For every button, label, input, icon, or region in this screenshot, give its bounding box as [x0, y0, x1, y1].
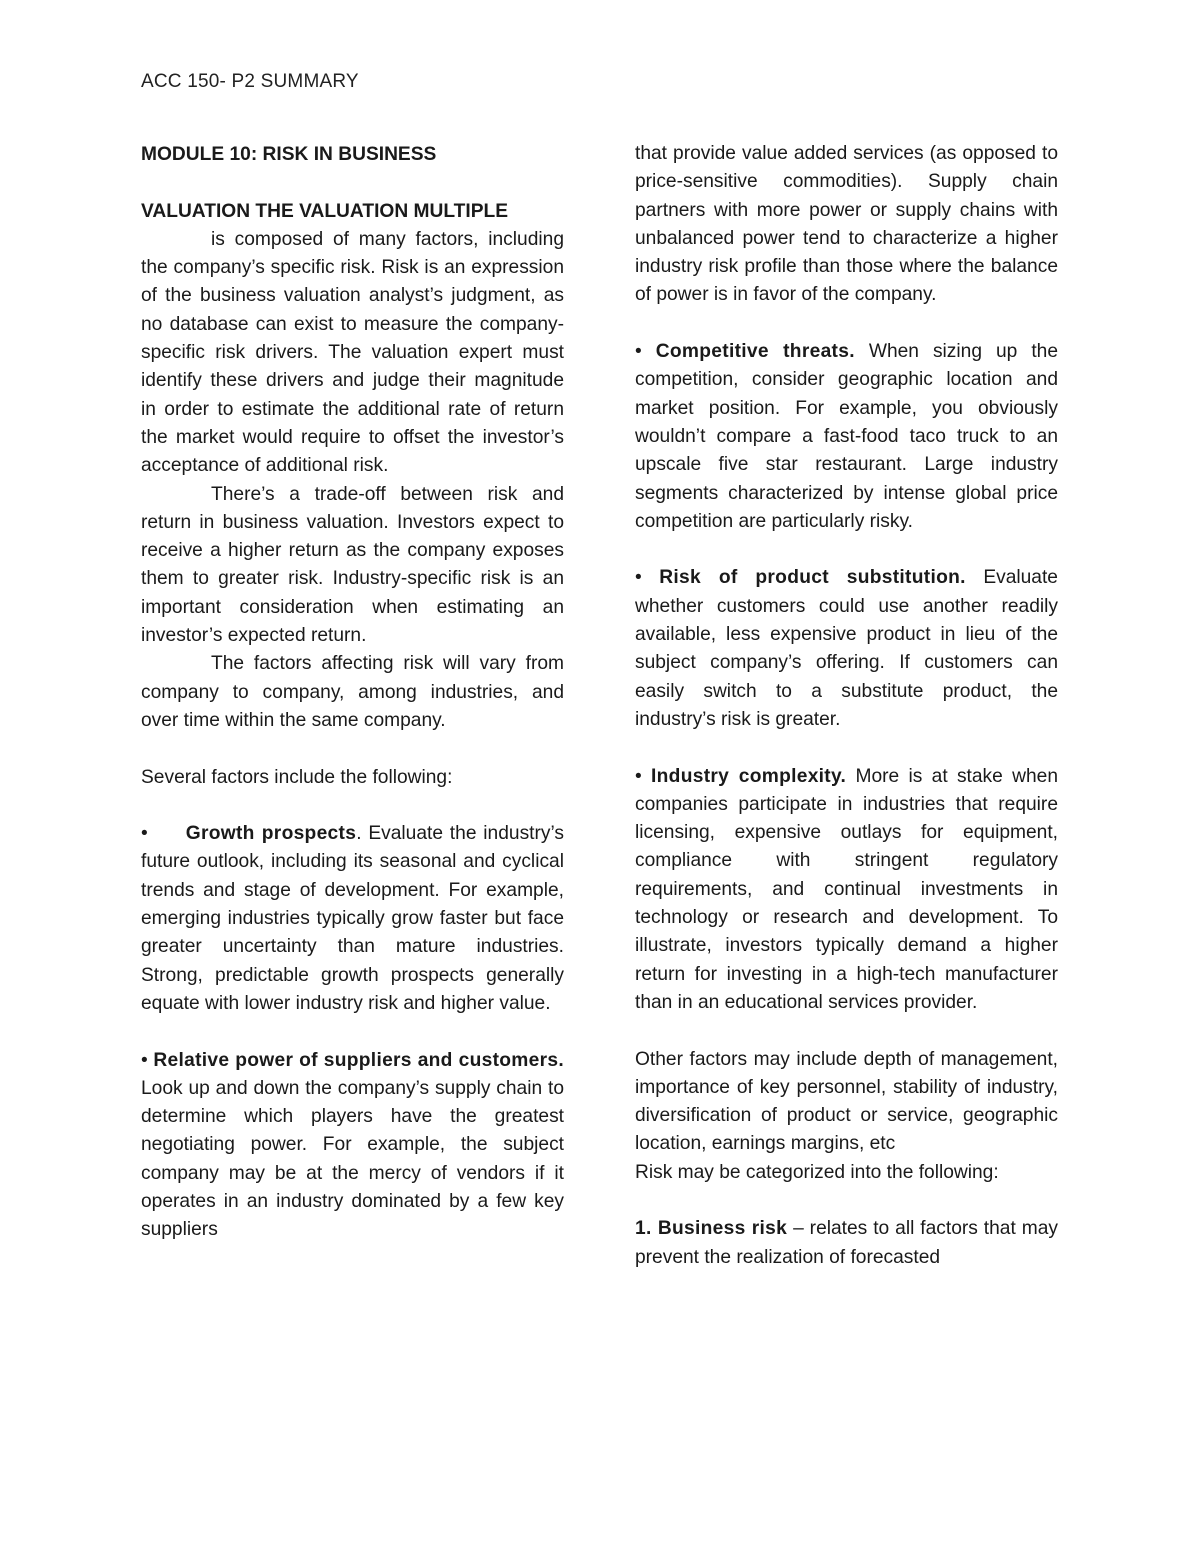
- text-product-substitution: Evaluate whether customers could use another readily available, less expensive product in lieu of the subject company’s offering. If customers can easily switch to a substitute product, the industry’s risk is greater.: [635, 567, 1058, 730]
- text-competitive-threats: When sizing up the competition, consider geographic location and market position. For example, you obviously wouldn’t compare a fast-food taco truck to an upscale five star restaurant. Large industry segments characterized by intense global price competition are particularly risky.: [635, 341, 1058, 532]
- paragraph-valuation-multiple: is composed of many factors, including the company’s specific risk. Risk is an expression of the business valuation analyst’s judgment, as no database can exist to measure the company-specific risk drivers. The valuation expert must identify these drivers and judge their magnitude in order to estimate the additional rate of return the market would require to offset the investor’s acceptance of additional risk.: [141, 228, 564, 477]
- paragraph-risk-factors-vary: The factors affecting risk will vary from company to company, among industries, and over time within the same company.: [141, 653, 564, 731]
- module-title: MODULE 10: RISK IN BUSINESS: [141, 144, 437, 165]
- paragraph-other-factors: Other factors may include depth of management, importance of key personnel, stability of industry, diversification of product or service, geographic location, earnings margins, etc: [635, 1048, 1058, 1155]
- bullet-glyph: •: [635, 765, 642, 787]
- bullet-relative-power: [141, 1047, 564, 1245]
- term-industry-complexity: Industry complexity.: [651, 765, 847, 787]
- term-product-substitution: Risk of product substitution.: [659, 567, 966, 589]
- bullet-glyph: •: [635, 341, 642, 363]
- bullet-product-substitution: [635, 564, 1058, 734]
- term-business-risk: 1. Business risk: [635, 1218, 788, 1240]
- text-growth-prospects: . Evaluate the industry’s future outlook, including its seasonal and cyclical trends and stage of development. For example, emerging industries typically grow faster but face greater uncertainty than mature industries. Strong, predictable growth prospects generally equate with lower industry risk and higher value.: [141, 823, 564, 1014]
- bullet-industry-complexity: [635, 763, 1058, 1018]
- bullet-glyph: •: [141, 1049, 148, 1071]
- paragraph-supply-chain-continuation: that provide value added services (as opposed to price-sensitive commodities). Supply chain partners with more power or supply chains with unbalanced power tend to characterize a higher industry risk profile than those where the balance of power is in favor of the company.: [635, 143, 1058, 306]
- bullet-glyph: •: [635, 567, 642, 589]
- document-header: ACC 150- P2 SUMMARY: [141, 71, 359, 92]
- text-industry-complexity: More is at stake when companies participate in industries that require licensing, expensive outlays for equipment, compliance with stringent regulatory requirements, and continual investments in technology or research and development. To illustrate, investors typically demand a higher return for investing in a high-tech manufacturer than in an educational services provider.: [635, 765, 1058, 1013]
- item-business-risk: [635, 1215, 1058, 1272]
- paragraph-risk-categories-intro: Risk may be categorized into the following:: [635, 1161, 999, 1183]
- text-relative-power: Look up and down the company’s supply chain to determine which players have the greatest negotiating power. For example, the subject company may be at the mercy of vendors if it operates in an industry dominated by a few key suppliers: [141, 1077, 564, 1241]
- section-title: VALUATION THE VALUATION MULTIPLE: [141, 200, 509, 222]
- paragraph-risk-return-tradeoff: There’s a trade-off between risk and return in business valuation. Investors expect to receive a higher return as the company exposes them to greater risk. Industry-specific risk is an important consideration when estimating an investor’s expected return.: [141, 483, 564, 647]
- term-growth-prospects: Growth prospects: [185, 823, 357, 845]
- right-column: [635, 140, 1058, 1272]
- term-relative-power: Relative power of suppliers and customers.: [153, 1049, 564, 1071]
- term-competitive-threats: Competitive threats.: [655, 341, 855, 363]
- bullet-glyph: •: [141, 823, 148, 845]
- bullet-growth-prospects: [141, 820, 564, 1018]
- text-business-risk: – relates to all factors that may prevent the realization of forecasted: [635, 1218, 1058, 1268]
- left-column: [141, 140, 564, 1245]
- bullet-competitive-threats: [635, 338, 1058, 536]
- several-factors-intro: Several factors include the following:: [141, 766, 453, 788]
